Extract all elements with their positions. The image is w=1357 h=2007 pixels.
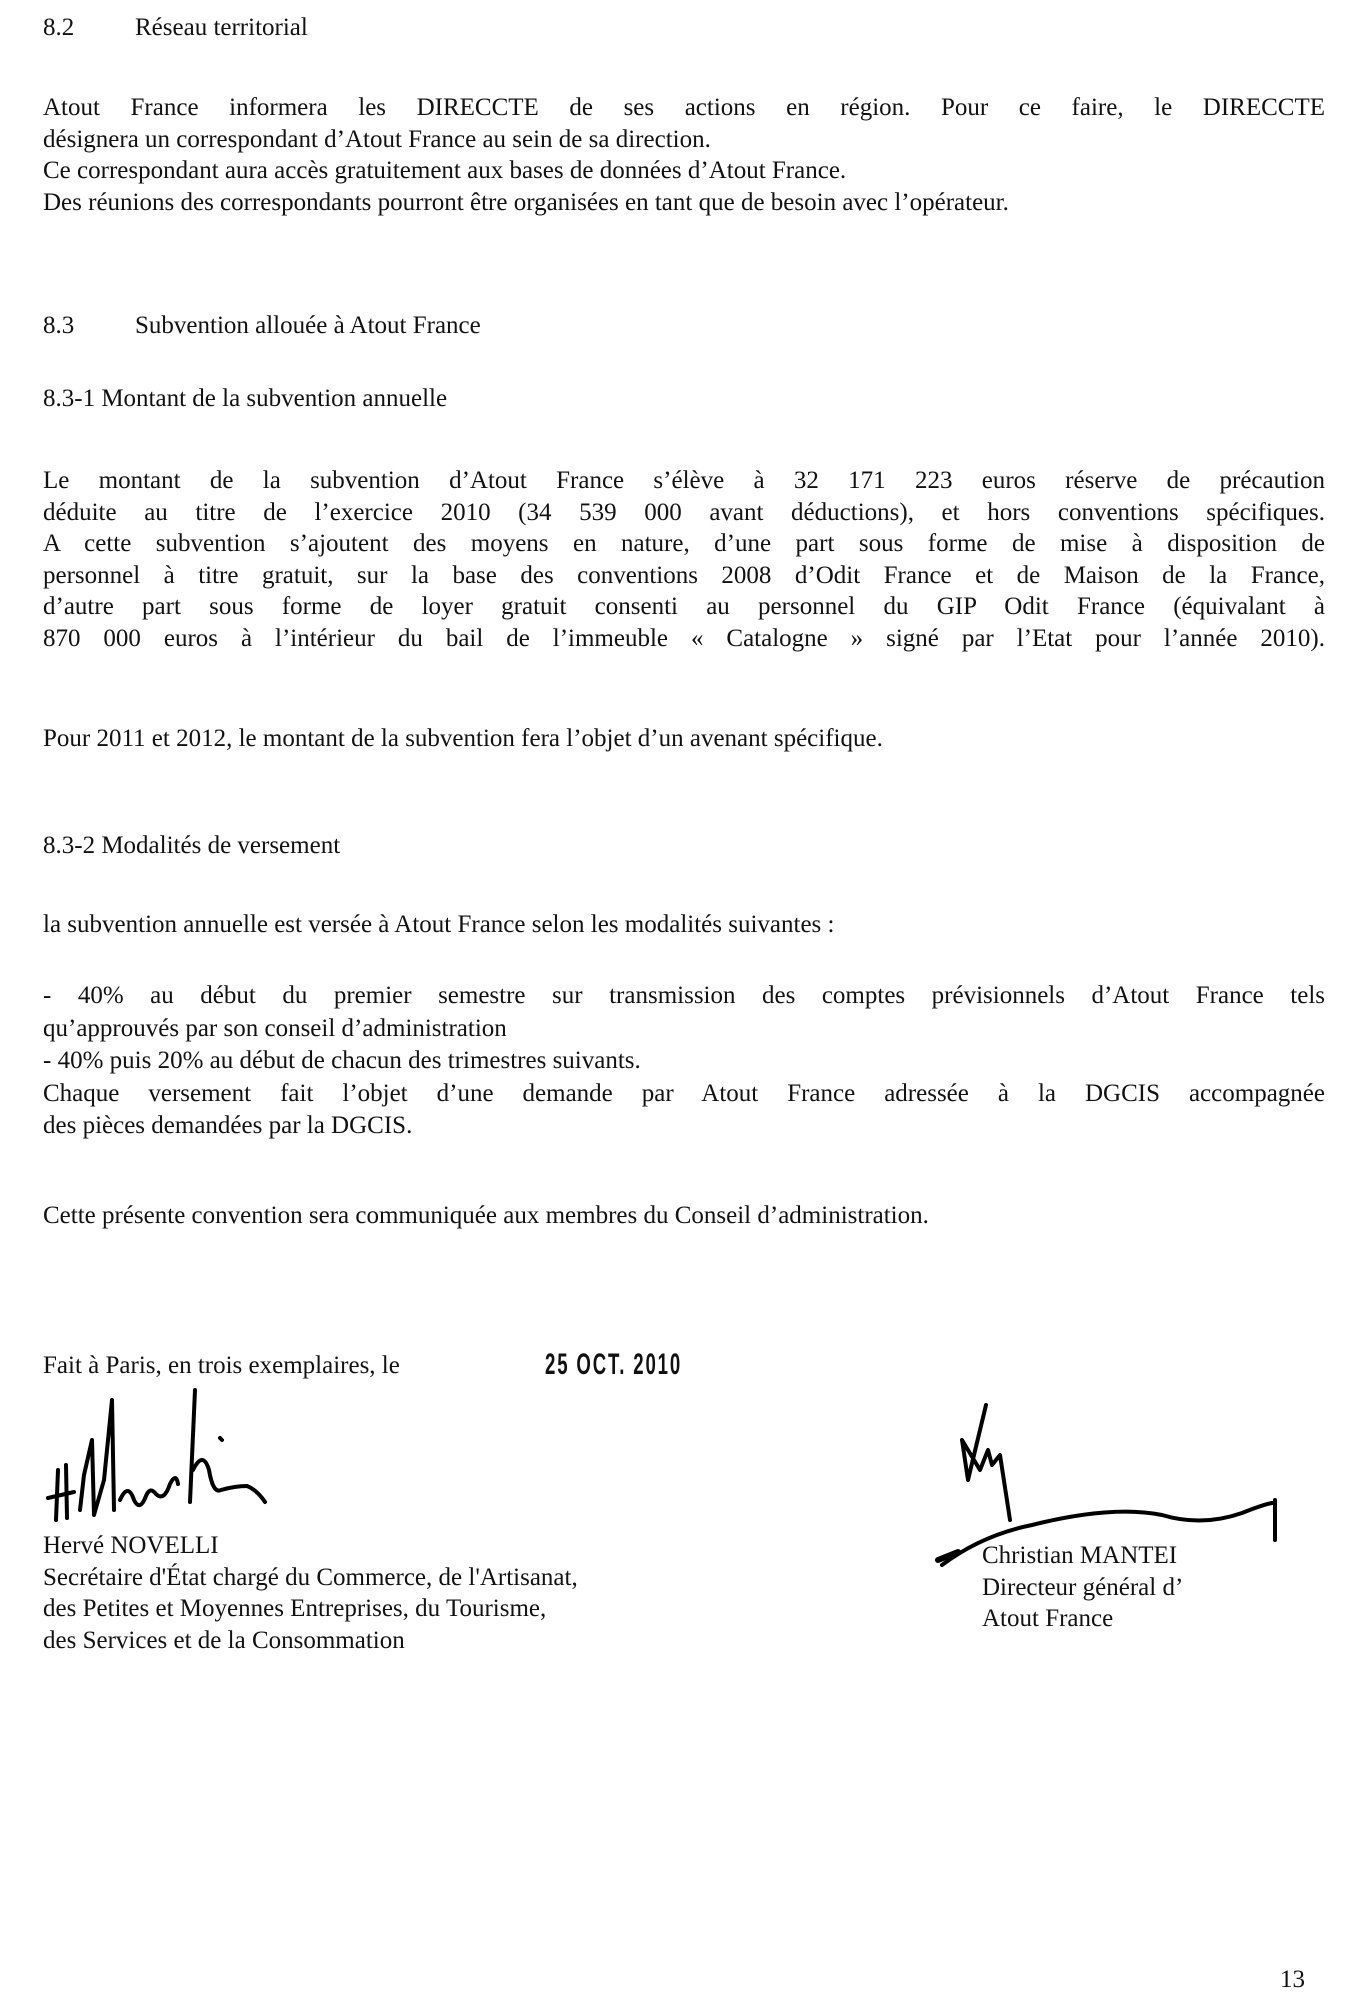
- section-8-3-1-heading: 8.3-1 Montant de la subvention annuelle: [43, 385, 448, 412]
- signatory-title: Atout France: [982, 1605, 1114, 1632]
- text-line: Des réunions des correspondants pourront être organisées en tant que de besoin avec l’opérateur.: [43, 188, 1009, 216]
- text-line: désignera un correspondant d’Atout France au sein de sa direction.: [43, 125, 711, 153]
- list-item: - 40% au début du premier semestre sur transmission des comptes prévisionnels d’Atout France tels: [43, 982, 1325, 1009]
- section-title: Réseau territorial: [135, 14, 308, 41]
- closing-statement: Cette présente convention sera communiquée aux membres du Conseil d’administration.: [43, 1202, 929, 1229]
- section-8-3-heading: [43, 310, 1325, 342]
- page-number: 13: [1280, 1966, 1305, 1993]
- section-number: 8.3: [43, 312, 75, 339]
- section-8-3-2-intro: la subvention annuelle est versée à Atout France selon les modalités suivantes :: [43, 911, 835, 938]
- text-line: personnel à titre gratuit, sur la base des conventions 2008 d’Odit France et de Maison de la France,: [43, 561, 1325, 589]
- date-stamp: 25 OCT. 2010: [545, 1348, 683, 1381]
- text-line: Atout France informera les DIRECCTE de ses actions en région. Pour ce faire, le DIRECCTE: [43, 94, 1325, 121]
- text-line: qu’approuvés par son conseil d’administration: [43, 1014, 507, 1042]
- text-line: Ce correspondant aura accès gratuitement aux bases de données d’Atout France.: [43, 157, 847, 184]
- signature-novelli: [40, 1380, 340, 1530]
- signatory-left: [43, 1530, 578, 1656]
- section-8-3-1-paragraph-2: Pour 2011 et 2012, le montant de la subvention fera l’objet d’un avenant spécifique.: [43, 725, 883, 752]
- text-line: déduite au titre de l’exercice 2010 (34 539 000 avant déductions), et hors conventions spécifiques.: [43, 498, 1325, 526]
- signatory-right: [982, 1540, 1183, 1635]
- list-item: - 40% puis 20% au début de chacun des trimestres suivants.: [43, 1047, 641, 1074]
- text-line: 870 000 euros à l’intérieur du bail de l’immeuble « Catalogne » signé par l’Etat pour l’année 2010).: [43, 624, 1325, 652]
- section-8-3-1-paragraph: [43, 465, 1325, 654]
- text-line: A cette subvention s’ajoutent des moyens en nature, d’une part sous forme de mise à disposition de: [43, 530, 1325, 557]
- section-title: Subvention allouée à Atout France: [135, 312, 481, 339]
- signatory-name: Hervé NOVELLI: [43, 1532, 219, 1559]
- text-line: d’autre part sous forme de loyer gratuit consenti au personnel du GIP Odit France (équivalant à: [43, 593, 1325, 620]
- text-line: des pièces demandées par la DGCIS.: [43, 1112, 413, 1139]
- section-8-2-paragraph: [43, 92, 1325, 218]
- text-line: Le montant de la subvention d’Atout France s’élève à 32 171 223 euros réserve de précaution: [43, 467, 1325, 494]
- section-8-3-2-list: [43, 980, 1325, 1143]
- signatory-name: Christian MANTEI: [982, 1542, 1178, 1569]
- signatory-title: des Petites et Moyennes Entreprises, du Tourisme,: [43, 1595, 547, 1622]
- text-line: Chaque versement fait l’objet d’une demande par Atout France adressée à la DGCIS accompagnée: [43, 1079, 1325, 1107]
- section-8-2-heading: [43, 12, 1325, 44]
- signing-place: Fait à Paris, en trois exemplaires, le: [43, 1352, 400, 1379]
- section-number: 8.2: [43, 14, 75, 41]
- signatory-title: Secrétaire d'État chargé du Commerce, de l'Artisanat,: [43, 1563, 578, 1591]
- section-8-3-2-heading: 8.3-2 Modalités de versement: [43, 832, 341, 859]
- signatory-title: des Services et de la Consommation: [43, 1626, 405, 1654]
- signatory-title: Directeur général d’: [982, 1573, 1184, 1601]
